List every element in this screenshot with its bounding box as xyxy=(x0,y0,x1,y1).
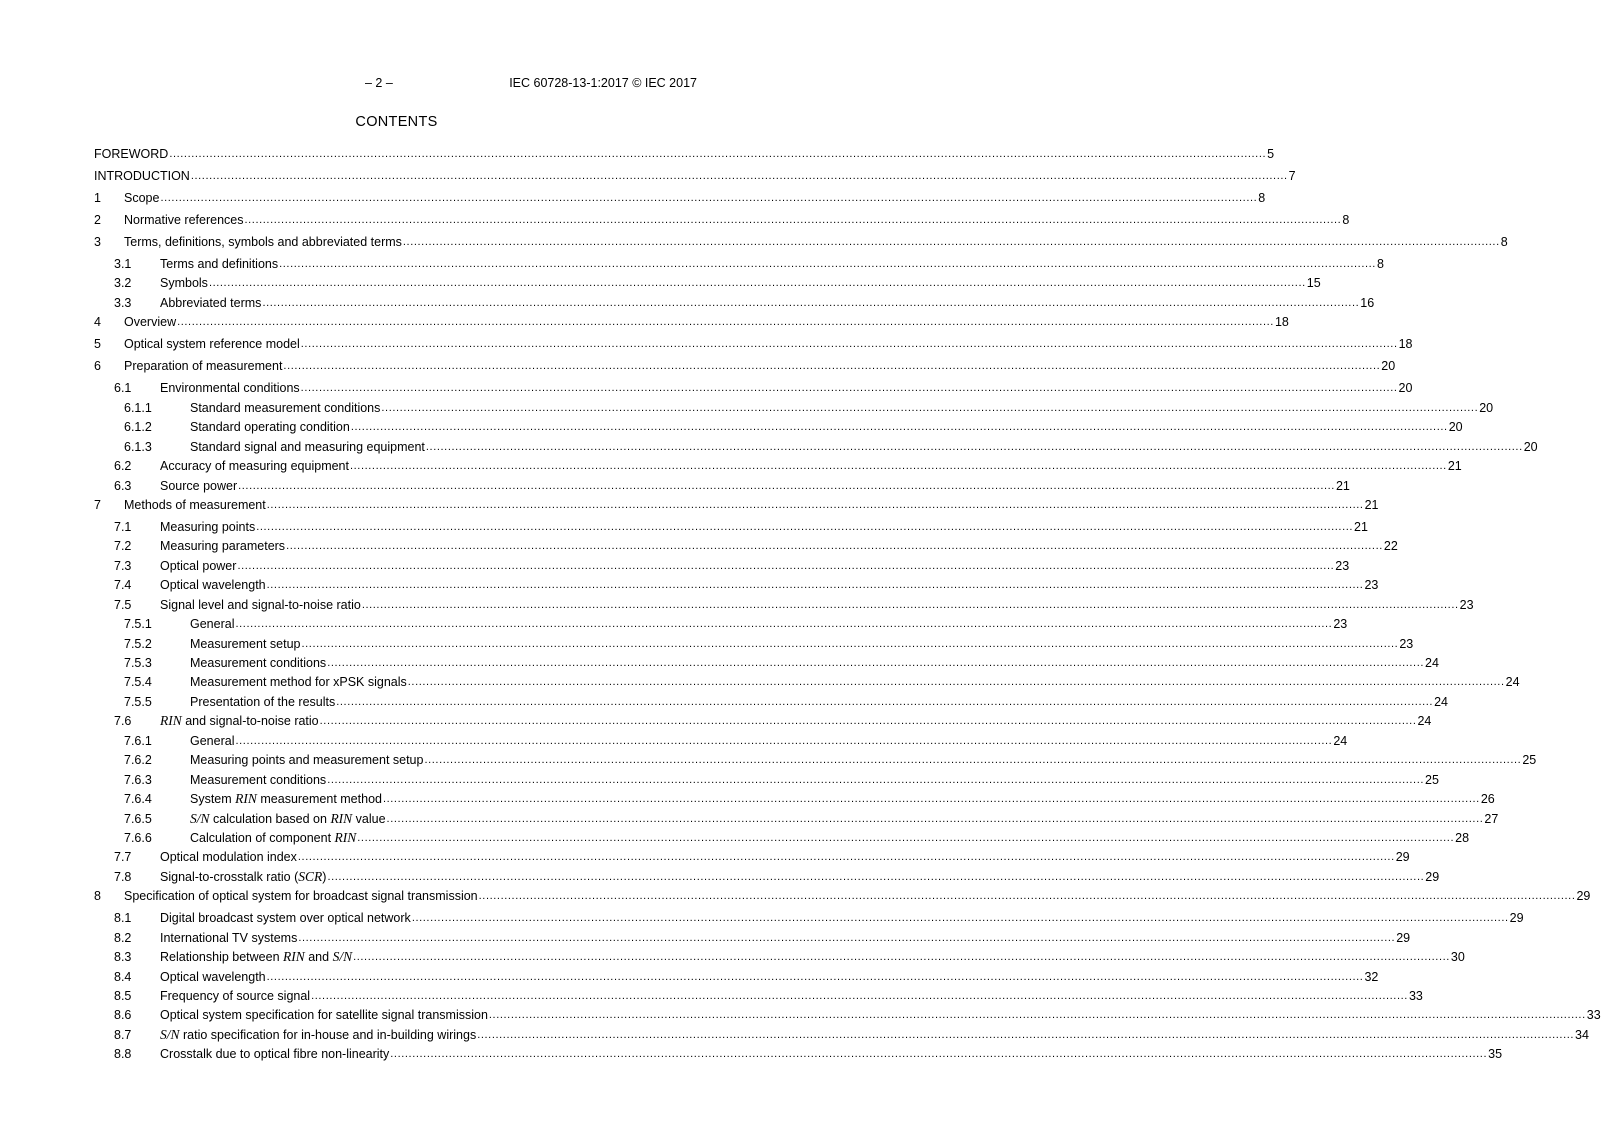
toc-entry-label-text: ) xyxy=(322,869,327,884)
toc-entry[interactable] xyxy=(94,1026,1589,1045)
toc-entry-label xyxy=(160,1027,477,1043)
toc-entry-page: 8 xyxy=(1500,235,1508,249)
toc-entry-label-text: Signal-to-crosstalk ratio ( xyxy=(160,869,299,884)
toc-entry-page: 24 xyxy=(1434,694,1448,709)
toc-dot-leader: ............................................................................................................................................................................................................................................................................................................ xyxy=(361,598,1459,611)
toc-entry[interactable] xyxy=(94,211,1350,233)
toc-entry-number: 8.4 xyxy=(114,969,132,984)
toc-entry-page: 24 xyxy=(1505,675,1520,690)
toc-dot-leader: ............................................................................................................................................................................................................................................................................................................ xyxy=(311,990,1408,1002)
toc-dot-leader: ............................................................................................................................................................................................................................................................................................................ xyxy=(382,793,1480,806)
toc-entry-number: 7.6.5 xyxy=(124,811,152,826)
toc-entry-page: 29 xyxy=(1576,889,1591,904)
toc-entry-number: 6.2 xyxy=(114,459,132,474)
toc-entry-label: Terms and definitions xyxy=(160,257,279,271)
toc-entry-label: Measurement conditions xyxy=(190,656,327,670)
toc-entry-number: 7.4 xyxy=(114,578,132,593)
toc-entry-number: 7.6 xyxy=(114,714,132,729)
toc-entry-label: Scope xyxy=(124,191,160,205)
page-number: – 2 – xyxy=(365,76,393,90)
toc-entry-label-text: Relationship between xyxy=(160,950,283,965)
toc-entry-page: 20 xyxy=(1448,420,1463,435)
toc-entry-page: 30 xyxy=(1450,950,1465,965)
toc-entry-number: 8.2 xyxy=(114,930,132,945)
toc-dot-leader: ............................................................................................................................................................................................................................................................................................................ xyxy=(235,618,1333,631)
toc-entry-label: Optical system reference model xyxy=(124,337,300,352)
toc-entry[interactable] xyxy=(94,313,1289,335)
toc-entry[interactable] xyxy=(94,929,1411,948)
toc-entry-label: Methods of measurement xyxy=(124,497,266,512)
toc-dot-leader: ............................................................................................................................................................................................................................................................................................................ xyxy=(390,1048,1488,1061)
toc-entry[interactable] xyxy=(94,909,1524,928)
toc-entry-label: Symbols xyxy=(160,276,208,291)
toc-entry[interactable] xyxy=(94,438,1538,457)
toc-entry[interactable] xyxy=(94,771,1439,790)
toc-entry-label: Source power xyxy=(160,478,238,493)
toc-entry-number: 7.6.4 xyxy=(124,792,152,807)
toc-dot-leader: ............................................................................................................................................................................................................................................................................................................ xyxy=(300,338,1398,351)
toc-entry-page: 23 xyxy=(1335,558,1350,573)
toc-entry-page: 34 xyxy=(1575,1027,1589,1042)
toc-entry-number: 6.1.1 xyxy=(124,400,152,415)
toc-entry-number: 8.1 xyxy=(114,911,132,926)
toc-entry-label-text: Calculation of component xyxy=(190,830,335,845)
toc-dot-leader: ............................................................................................................................................................................................................................................................................................................ xyxy=(262,296,1360,309)
toc-entry-page: 35 xyxy=(1488,1047,1503,1062)
toc-dot-leader: ............................................................................................................................................................................................................................................................................................................ xyxy=(477,1028,1575,1041)
toc-entry[interactable] xyxy=(94,968,1379,987)
toc-dot-leader: ............................................................................................................................................................................................................................................................................................................ xyxy=(336,695,1434,708)
toc-entry-page: 22 xyxy=(1383,539,1398,554)
toc-entry-page: 5 xyxy=(1267,147,1275,161)
toc-entry-label xyxy=(160,713,320,729)
toc-entry-page: 23 xyxy=(1399,636,1414,651)
toc-dot-leader: ............................................................................................................................................................................................................................................................................................................ xyxy=(235,734,1333,747)
toc-entry[interactable] xyxy=(94,557,1350,576)
toc-entry-number: 7.3 xyxy=(114,558,132,573)
toc-entry-label: Normative references xyxy=(124,213,244,227)
toc-entry-number: 7.5.3 xyxy=(124,656,152,670)
toc-dot-leader: ............................................................................................................................................................................................................................................................................................................ xyxy=(301,637,1399,650)
toc-dot-leader: ............................................................................................................................................................................................................................................................................................................ xyxy=(266,970,1364,983)
toc-entry-label: Optical modulation index xyxy=(160,850,297,865)
toc-entry[interactable] xyxy=(94,732,1348,751)
toc-dot-leader: ............................................................................................................................................................................................................................................................................................................ xyxy=(177,316,1274,329)
toc-entry-label-text: value xyxy=(352,811,386,826)
toc-entry-label xyxy=(190,830,357,846)
toc-dot-leader: ............................................................................................................................................................................................................................................................................................................ xyxy=(283,360,1381,373)
toc-entry-number: 4 xyxy=(94,315,101,330)
toc-entry[interactable] xyxy=(94,274,1321,293)
toc-dot-leader: ............................................................................................................................................................................................................................................................................................................ xyxy=(357,831,1455,844)
toc-entry-label: INTRODUCTION xyxy=(94,169,190,183)
toc-entry-label: Optical wavelength xyxy=(160,578,266,593)
toc-dot-leader: ............................................................................................................................................................................................................................................................................................................ xyxy=(386,812,1484,825)
toc-entry-label: Frequency of source signal xyxy=(160,989,311,1003)
toc-entry-label-text: measurement method xyxy=(256,792,382,807)
toc-entry-number: 6.1.2 xyxy=(124,420,152,435)
toc-entry-label: Abbreviated terms xyxy=(160,295,262,310)
toc-entry[interactable] xyxy=(94,418,1463,437)
toc-entry-page: 24 xyxy=(1333,733,1348,748)
toc-entry-page: 29 xyxy=(1396,930,1411,945)
toc-entry[interactable] xyxy=(94,712,1432,731)
toc-entry-number: 7.7 xyxy=(114,850,132,865)
toc-entry-label: Measuring points xyxy=(160,519,256,534)
toc-entry-symbol: SCR xyxy=(298,868,323,884)
toc-entry-label xyxy=(190,811,387,827)
toc-dot-leader: ............................................................................................................................................................................................................................................................................................................ xyxy=(208,277,1306,290)
toc-entry-symbol: RIN xyxy=(160,713,182,729)
toc-entry-symbol: S/N xyxy=(160,1026,180,1042)
toc-entry-label xyxy=(160,949,353,965)
toc-entry-label-text: calculation based on xyxy=(209,811,331,826)
toc-entry-number: 8.8 xyxy=(114,1047,132,1062)
toc-entry-label: General xyxy=(190,733,235,748)
toc-dot-leader: ............................................................................................................................................................................................................................................................................................................ xyxy=(350,421,1448,434)
toc-entry-number: 8.5 xyxy=(114,989,132,1003)
toc-entry[interactable] xyxy=(94,635,1414,654)
toc-dot-leader: ............................................................................................................................................................................................................................................................................................................ xyxy=(238,479,1335,492)
toc-entry-symbol: RIN xyxy=(283,949,305,965)
toc-entry-label: Standard operating condition xyxy=(190,420,350,435)
toc-entry-label: Overview xyxy=(124,315,177,330)
toc-entry-page: 29 xyxy=(1509,911,1524,926)
toc-entry[interactable] xyxy=(94,145,1275,167)
toc-entry[interactable] xyxy=(94,457,1462,476)
page-title: CONTENTS xyxy=(355,114,438,130)
toc-entry-page: 16 xyxy=(1360,295,1375,310)
toc-entry[interactable] xyxy=(94,654,1439,673)
toc-entry-label: Preparation of measurement xyxy=(124,359,283,374)
toc-entry-number: 6 xyxy=(94,359,101,374)
toc-entry-label: Standard measurement conditions xyxy=(190,400,381,415)
toc-entry[interactable] xyxy=(94,615,1348,634)
toc-entry-symbol: RIN xyxy=(235,791,257,807)
toc-entry-number: 7.2 xyxy=(114,539,132,554)
toc-dot-leader: ............................................................................................................................................................................................................................................................................................................ xyxy=(237,559,1335,572)
toc-entry[interactable] xyxy=(94,537,1398,556)
toc-entry-number: 7.6.2 xyxy=(124,753,152,768)
toc-entry-label: Measurement setup xyxy=(190,636,301,651)
toc-entry[interactable] xyxy=(94,335,1413,357)
toc-dot-leader: ............................................................................................................................................................................................................................................................................................................ xyxy=(327,870,1425,883)
toc-entry-label-text: ratio specification for in-house and in-building wirings xyxy=(179,1027,477,1042)
toc-dot-leader: ............................................................................................................................................................................................................................................................................................................ xyxy=(319,715,1417,728)
toc-entry-page: 20 xyxy=(1381,359,1396,374)
toc-entry-label: Presentation of the results xyxy=(190,694,336,709)
toc-entry-number: 1 xyxy=(94,191,101,205)
toc-entry-number: 7 xyxy=(94,497,101,512)
toc-entry-number: 7.8 xyxy=(114,869,132,884)
toc-dot-leader: ............................................................................................................................................................................................................................................................................................................ xyxy=(353,951,1450,964)
toc-entry[interactable] xyxy=(94,596,1474,615)
toc-entry[interactable] xyxy=(94,399,1494,418)
toc-entry-page: 25 xyxy=(1425,772,1439,787)
toc-entry[interactable] xyxy=(94,868,1440,887)
toc-dot-leader: ............................................................................................................................................................................................................................................................................................................ xyxy=(425,440,1523,453)
toc-entry-label: FOREWORD xyxy=(94,147,169,161)
toc-entry[interactable] xyxy=(94,673,1520,692)
toc-entry-page: 29 xyxy=(1395,850,1410,865)
toc-entry-number: 8 xyxy=(94,889,101,904)
toc-entry-page: 33 xyxy=(1586,1008,1601,1023)
toc-entry-symbol: S/N xyxy=(190,810,210,826)
toc-entry[interactable] xyxy=(94,693,1448,712)
toc-entry-number: 8.7 xyxy=(114,1027,132,1042)
toc-entry-label: Accuracy of measuring equipment xyxy=(160,459,349,474)
toc-entry-number: 3.3 xyxy=(114,295,132,310)
toc-entry-number: 8.3 xyxy=(114,950,132,965)
toc-entry-page: 8 xyxy=(1376,257,1384,271)
toc-entry-page: 24 xyxy=(1417,714,1432,729)
toc-entry-number: 3.2 xyxy=(114,276,132,291)
toc-entry-number: 7.5.4 xyxy=(124,675,152,690)
toc-entry[interactable] xyxy=(94,294,1375,313)
toc-entry-page: 21 xyxy=(1335,478,1350,493)
toc-dot-leader: ............................................................................................................................................................................................................................................................................................................ xyxy=(160,192,1258,204)
toc-entry-number: 7.6.1 xyxy=(124,733,152,748)
table-of-contents xyxy=(94,145,1601,1065)
toc-entry[interactable] xyxy=(94,829,1470,848)
toc-entry[interactable] xyxy=(94,518,1368,537)
toc-entry-number: 8.6 xyxy=(114,1008,132,1023)
toc-entry-label: Measuring points and measurement setup xyxy=(190,753,424,768)
toc-entry-label: Measurement conditions xyxy=(190,772,327,787)
toc-entry-page: 20 xyxy=(1523,439,1538,454)
toc-entry-number: 3 xyxy=(94,235,101,249)
toc-entry-symbol: RIN xyxy=(330,810,353,826)
toc-entry[interactable] xyxy=(94,189,1266,211)
document-reference: IEC 60728-13-1:2017 © IEC 2017 xyxy=(509,76,697,90)
toc-entry-number: 6.1.3 xyxy=(124,439,152,454)
toc-dot-leader: ............................................................................................................................................................................................................................................................................................................ xyxy=(256,520,1354,533)
toc-entry-label: Specification of optical system for broadcast signal transmission xyxy=(124,889,478,904)
toc-dot-leader: ............................................................................................................................................................................................................................................................................................................ xyxy=(266,579,1364,592)
toc-entry-label: Optical system specification for satellite signal transmission xyxy=(160,1008,488,1023)
toc-entry-page: 23 xyxy=(1333,617,1348,632)
toc-entry[interactable] xyxy=(94,848,1410,867)
toc-entry-label-text: and xyxy=(304,950,333,965)
toc-entry-page: 18 xyxy=(1274,315,1289,330)
toc-dot-leader: ............................................................................................................................................................................................................................................................................................................ xyxy=(286,540,1383,553)
toc-entry-label-text: and signal-to-noise ratio xyxy=(181,714,319,729)
toc-entry-number: 5 xyxy=(94,337,101,352)
toc-entry-label: International TV systems xyxy=(160,930,298,945)
toc-entry-number: 7.1 xyxy=(114,519,132,534)
toc-entry-page: 23 xyxy=(1459,597,1474,612)
toc-entry-page: 21 xyxy=(1447,459,1462,474)
toc-entry[interactable] xyxy=(94,379,1413,398)
toc-dot-leader: ............................................................................................................................................................................................................................................................................................................ xyxy=(478,890,1576,903)
toc-dot-leader: ............................................................................................................................................................................................................................................................................................................ xyxy=(297,851,1395,864)
toc-entry-page: 20 xyxy=(1398,381,1413,396)
toc-entry-page: 15 xyxy=(1306,276,1321,291)
toc-dot-leader: ............................................................................................................................................................................................................................................................................................................ xyxy=(169,148,1267,160)
toc-entry-page: 8 xyxy=(1258,191,1266,205)
toc-entry-label: Measuring parameters xyxy=(160,539,286,554)
toc-dot-leader: ............................................................................................................................................................................................................................................................................................................ xyxy=(266,498,1364,511)
toc-entry-page: 24 xyxy=(1425,656,1439,670)
toc-entry-page: 29 xyxy=(1425,869,1440,884)
toc-entry-page: 27 xyxy=(1484,811,1499,826)
toc-entry[interactable] xyxy=(94,810,1499,829)
toc-entry-page: 18 xyxy=(1398,337,1413,352)
toc-dot-leader: ............................................................................................................................................................................................................................................................................................................ xyxy=(300,382,1398,395)
toc-entry-number: 7.6.3 xyxy=(124,772,152,787)
toc-entry-label: Optical power xyxy=(160,558,237,573)
toc-entry[interactable] xyxy=(94,576,1379,595)
toc-entry-label-text: System xyxy=(190,792,236,807)
toc-entry-label: Signal level and signal-to-noise ratio xyxy=(160,597,361,612)
toc-dot-leader: ............................................................................................................................................................................................................................................................................................................ xyxy=(327,657,1425,669)
toc-entry[interactable] xyxy=(94,887,1591,909)
toc-dot-leader: ............................................................................................................................................................................................................................................................................................................ xyxy=(298,931,1396,944)
toc-entry[interactable] xyxy=(94,1006,1601,1025)
toc-entry-label: Measurement method for xPSK signals xyxy=(190,675,407,690)
toc-entry[interactable] xyxy=(94,496,1379,518)
toc-entry-number: 7.5.5 xyxy=(124,694,152,709)
toc-entry[interactable] xyxy=(94,255,1384,274)
toc-entry-label: Optical wavelength xyxy=(160,969,266,984)
toc-dot-leader: ............................................................................................................................................................................................................................................................................................................ xyxy=(411,912,1509,925)
toc-entry-page: 21 xyxy=(1354,519,1368,534)
toc-entry-number: 7.5 xyxy=(114,597,132,612)
toc-dot-leader: ............................................................................................................................................................................................................................................................................................................ xyxy=(190,170,1288,182)
toc-entry-page: 23 xyxy=(1364,578,1379,593)
toc-dot-leader: ............................................................................................................................................................................................................................................................................................................ xyxy=(349,460,1447,473)
toc-entry-label: Crosstalk due to optical fibre non-linearity xyxy=(160,1047,390,1062)
toc-dot-leader: ............................................................................................................................................................................................................................................................................................................ xyxy=(407,676,1505,689)
toc-entry[interactable] xyxy=(94,167,1296,189)
toc-entry[interactable] xyxy=(94,790,1495,809)
toc-entry-page: 8 xyxy=(1342,213,1350,227)
toc-entry-number: 7.6.6 xyxy=(124,830,152,845)
toc-entry-symbol: RIN xyxy=(334,829,357,845)
toc-entry-page: 21 xyxy=(1364,497,1379,512)
toc-entry-page: 28 xyxy=(1455,830,1470,845)
toc-dot-leader: ............................................................................................................................................................................................................................................................................................................ xyxy=(402,236,1500,248)
toc-dot-leader: ............................................................................................................................................................................................................................................................................................................ xyxy=(424,754,1522,767)
toc-entry-page: 32 xyxy=(1364,969,1379,984)
toc-dot-leader: ............................................................................................................................................................................................................................................................................................................ xyxy=(381,401,1479,414)
toc-entry-label: Standard signal and measuring equipment xyxy=(190,439,425,454)
page-header xyxy=(0,76,793,92)
toc-dot-leader: ............................................................................................................................................................................................................................................................................................................ xyxy=(327,773,1425,786)
toc-entry-page: 26 xyxy=(1480,792,1495,807)
toc-entry[interactable] xyxy=(94,751,1537,770)
toc-entry-page: 7 xyxy=(1288,169,1296,183)
toc-entry-page: 20 xyxy=(1479,400,1494,415)
toc-entry-label xyxy=(190,791,383,807)
toc-entry-label: Environmental conditions xyxy=(160,381,300,396)
toc-entry[interactable] xyxy=(94,477,1350,496)
toc-entry[interactable] xyxy=(94,948,1465,967)
toc-entry-number: 3.1 xyxy=(114,257,132,271)
toc-entry-label: Digital broadcast system over optical network xyxy=(160,911,411,926)
toc-dot-leader: ............................................................................................................................................................................................................................................................................................................ xyxy=(488,1009,1586,1022)
toc-entry[interactable] xyxy=(94,1045,1503,1064)
toc-dot-leader: ............................................................................................................................................................................................................................................................................................................ xyxy=(244,214,1342,226)
toc-entry[interactable] xyxy=(94,357,1396,379)
toc-entry-page: 33 xyxy=(1408,989,1423,1003)
toc-dot-leader: ............................................................................................................................................................................................................................................................................................................ xyxy=(279,258,1376,270)
toc-entry[interactable] xyxy=(94,987,1423,1006)
toc-entry-label xyxy=(160,869,327,885)
toc-entry-symbol: S/N xyxy=(332,949,353,965)
toc-entry-number: 2 xyxy=(94,213,101,227)
toc-entry[interactable] xyxy=(94,233,1508,255)
toc-entry-number: 6.1 xyxy=(114,381,132,396)
toc-entry-label: General xyxy=(190,617,235,632)
toc-entry-page: 25 xyxy=(1522,753,1537,768)
toc-entry-number: 7.5.1 xyxy=(124,617,152,632)
toc-entry-number: 7.5.2 xyxy=(124,636,152,651)
toc-entry-number: 6.3 xyxy=(114,478,132,493)
toc-entry-label: Terms, definitions, symbols and abbreviated terms xyxy=(124,235,402,249)
